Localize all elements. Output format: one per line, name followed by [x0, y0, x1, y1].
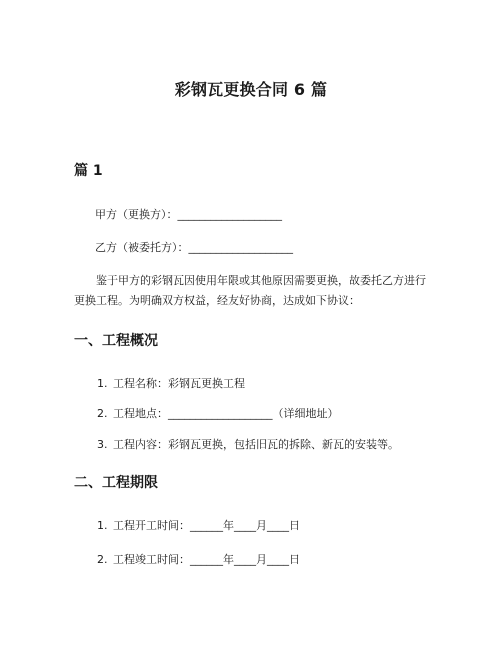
list-item: [97, 551, 300, 569]
list-item: [97, 375, 245, 393]
list-text: 工程内容：彩钢瓦更换，包括旧瓦的拆除、新瓦的安装等。: [113, 438, 399, 451]
list-number: 2.: [97, 407, 108, 420]
list-number: 1.: [97, 519, 108, 532]
section-heading-overview: 一、工程概况: [74, 333, 158, 349]
list-text: 工程开工时间：______年____月____日: [113, 519, 300, 532]
list-number: 2.: [97, 553, 108, 566]
party-b-line: 乙方（被委托方）：___________________: [95, 241, 293, 254]
document-title: 彩钢瓦更换合同 6 篇: [174, 80, 328, 99]
section-label: 篇 1: [74, 163, 103, 179]
list-item: [97, 405, 339, 423]
list-text: 工程竣工时间：______年____月____日: [113, 553, 300, 566]
list-number: 3.: [97, 438, 108, 451]
intro-paragraph: 鉴于甲方的彩钢瓦因使用年限或其他原因需要更换，故委托乙方进行更换工程。为明确双方权益，经友好协商，达成如下协议：: [74, 274, 426, 307]
party-a-line: 甲方（更换方）：___________________: [95, 208, 282, 221]
section-heading-schedule: 二、工程期限: [74, 475, 158, 491]
list-item: [97, 517, 300, 535]
list-text: 工程地点：___________________（详细地址）: [113, 407, 339, 420]
list-item: [97, 436, 399, 454]
list-number: 1.: [97, 377, 108, 390]
list-text: 工程名称：彩钢瓦更换工程: [113, 377, 245, 390]
